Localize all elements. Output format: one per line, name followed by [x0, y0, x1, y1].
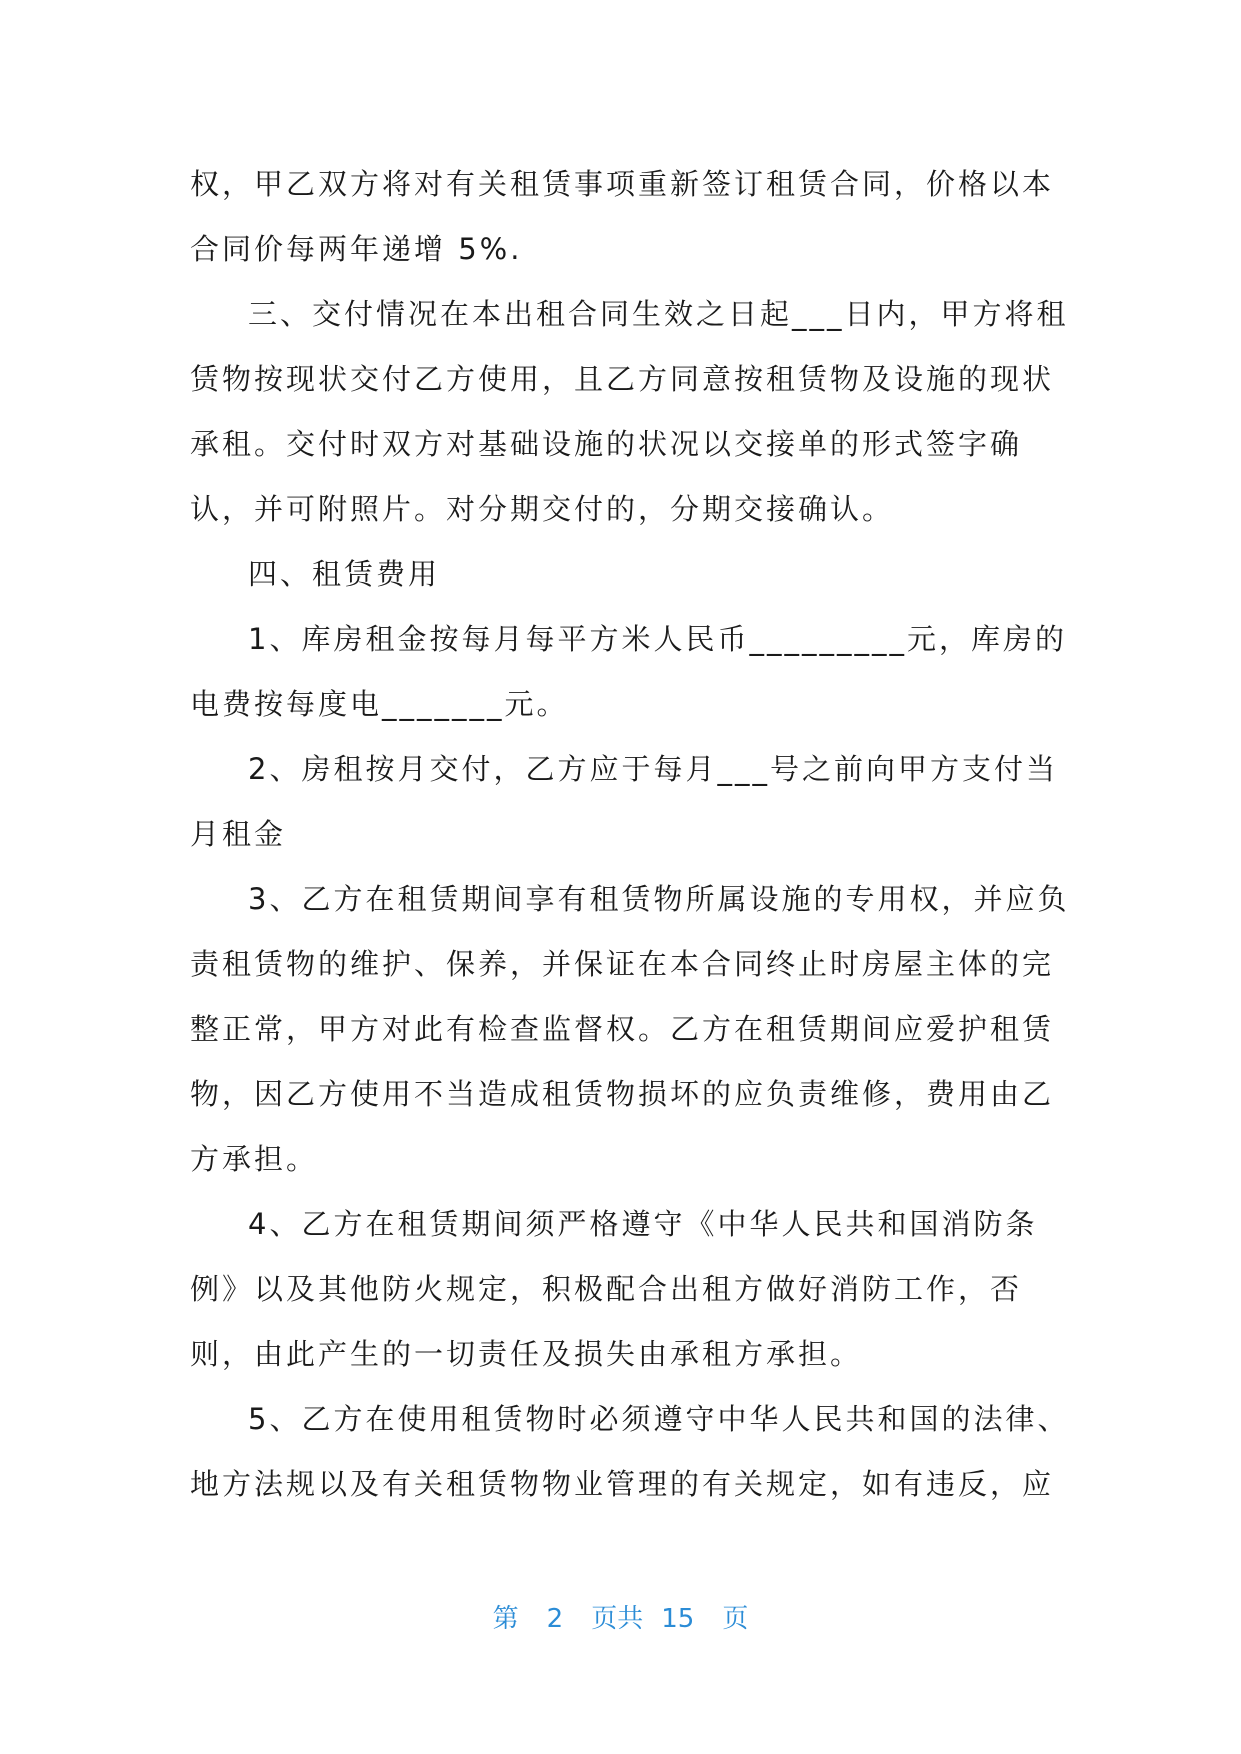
body-line: 则，由此产生的一切责任及损失由承租方承担。	[190, 1337, 863, 1371]
footer-suffix: 页	[722, 1604, 749, 1634]
document-body	[190, 152, 1070, 1517]
body-line: 1、库房租金按每月每平方米人民币_________元，库房的	[248, 622, 1067, 656]
body-line: 合同价每两年递增 5%.	[190, 232, 523, 266]
page-footer	[0, 1598, 1241, 1635]
body-line: 权，甲乙双方将对有关租赁事项重新签订租赁合同，价格以本	[190, 167, 1055, 201]
body-line: 认，并可附照片。对分期交付的，分期交接确认。	[190, 492, 895, 526]
body-line: 方承担。	[190, 1142, 319, 1176]
footer-prefix: 第	[492, 1604, 519, 1634]
body-line: 3、乙方在租赁期间享有租赁物所属设施的专用权，并应负	[248, 882, 1070, 916]
body-line: 整正常，甲方对此有检查监督权。乙方在租赁期间应爱护租赁	[190, 1012, 1055, 1046]
body-line: 例》以及其他防火规定，积极配合出租方做好消防工作，否	[190, 1272, 1023, 1306]
body-line: 责租赁物的维护、保养，并保证在本合同终止时房屋主体的完	[190, 947, 1055, 981]
body-line: 赁物按现状交付乙方使用，且乙方同意按租赁物及设施的现状	[190, 362, 1055, 396]
body-line: 2、房租按月交付，乙方应于每月___号之前向甲方支付当	[248, 752, 1058, 786]
body-line: 4、乙方在租赁期间须严格遵守《中华人民共和国消防条	[248, 1207, 1038, 1241]
body-line: 三、交付情况在本出租合同生效之日起___日内，甲方将租	[248, 297, 1069, 331]
footer-total-pages: 15	[661, 1604, 695, 1634]
footer-middle: 页共	[591, 1604, 644, 1634]
body-line: 四、租赁费用	[248, 557, 441, 591]
body-line: 电费按每度电_______元。	[190, 687, 569, 721]
footer-current-page: 2	[546, 1604, 564, 1634]
body-line: 承租。交付时双方对基础设施的状况以交接单的形式签字确	[190, 427, 1023, 461]
body-line: 物，因乙方使用不当造成租赁物损坏的应负责维修，费用由乙	[190, 1077, 1055, 1111]
body-line: 地方法规以及有关租赁物物业管理的有关规定，如有违反，应	[190, 1467, 1055, 1501]
body-line: 5、乙方在使用租赁物时必须遵守中华人民共和国的法律、	[248, 1402, 1070, 1436]
body-line: 月租金	[190, 817, 287, 851]
